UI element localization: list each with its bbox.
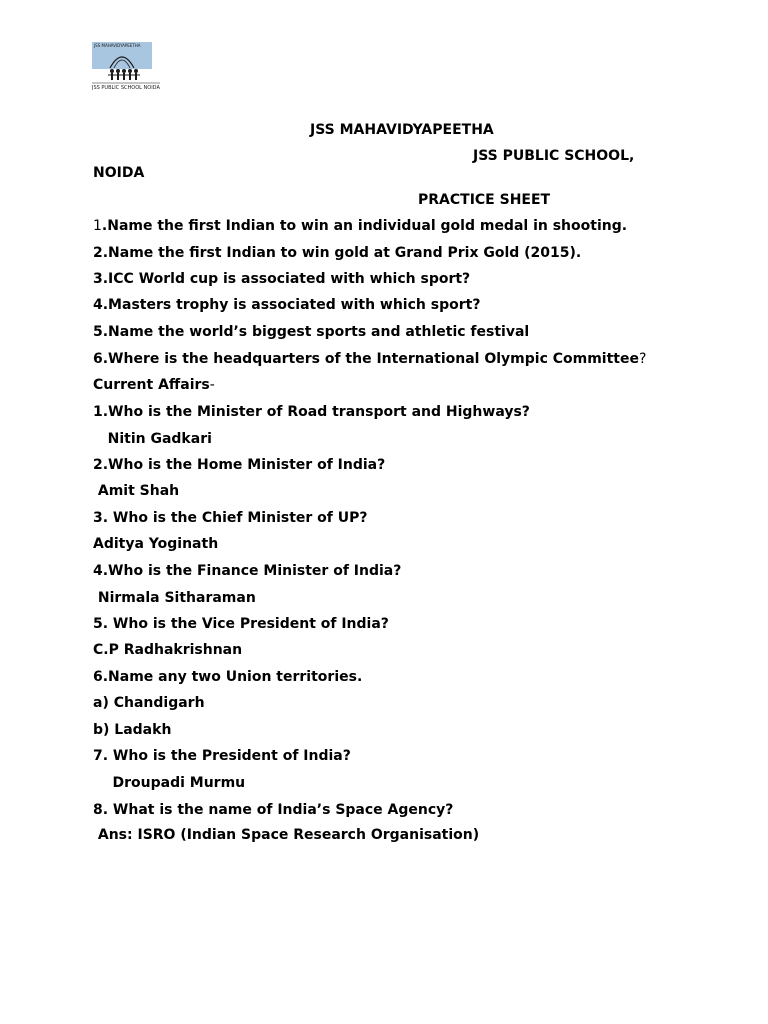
ca-question-2: 2.Who is the Home Minister of India? <box>93 457 386 473</box>
sheet-title: PRACTICE SHEET <box>418 192 551 208</box>
logo-figures <box>108 69 140 80</box>
question-2: 2.Name the first Indian to win gold at Grand Prix Gold (2015). <box>93 245 582 261</box>
ca-question-3: 3. Who is the Chief Minister of UP? <box>93 510 368 526</box>
school-logo <box>92 42 160 92</box>
ca-question-4: 4.Who is the Finance Minister of India? <box>93 563 402 579</box>
ca-question-6: 6.Name any two Union territories. <box>93 669 363 685</box>
ca-answer-7: Droupadi Murmu <box>93 775 246 791</box>
ca-answer-1: Nitin Gadkari <box>93 431 212 447</box>
school-name-line2: NOIDA <box>93 165 145 181</box>
question-5: 5.Name the world’s biggest sports and athletic festival <box>93 324 530 340</box>
ca-question-1: 1.Who is the Minister of Road transport and Highways? <box>93 404 530 420</box>
question-1 <box>93 217 627 235</box>
current-affairs-heading <box>93 376 215 394</box>
logo-bottom-text: JSS PUBLIC SCHOOL NOIDA <box>92 85 160 91</box>
ca-question-7: 7. Who is the President of India? <box>93 748 351 764</box>
question-6-text: 6.Where is the headquarters of the International Olympic Committee <box>93 351 639 367</box>
ca-answer-4: Nirmala Sitharaman <box>93 590 256 606</box>
org-name: JSS MAHAVIDYAPEETHA <box>310 122 494 138</box>
ca-answer-8: Ans: ISRO (Indian Space Research Organisation) <box>93 827 480 843</box>
current-affairs-dash: - <box>209 377 215 393</box>
question-1-text: .Name the first Indian to win an individual gold medal in shooting. <box>101 218 628 234</box>
current-affairs-label: Current Affairs <box>93 377 210 393</box>
question-4: 4.Masters trophy is associated with which sport? <box>93 297 481 313</box>
question-1-number: 1 <box>93 218 102 234</box>
school-name-line1: JSS PUBLIC SCHOOL, <box>473 148 635 164</box>
ca-question-5: 5. Who is the Vice President of India? <box>93 616 389 632</box>
question-3: 3.ICC World cup is associated with which sport? <box>93 271 471 287</box>
ca-answer-6a: a) Chandigarh <box>93 695 205 711</box>
ca-answer-6b: b) Ladakh <box>93 722 172 738</box>
ca-answer-5: C.P Radhakrishnan <box>93 642 243 658</box>
ca-answer-3: Aditya Yoginath <box>93 536 219 552</box>
ca-answer-2: Amit Shah <box>93 483 180 499</box>
question-6 <box>93 350 646 368</box>
ca-question-8: 8. What is the name of India’s Space Agency? <box>93 802 454 818</box>
question-6-mark: ? <box>638 351 647 367</box>
logo-top-text: JSS MAHAVIDYAPEETHA <box>94 43 141 48</box>
